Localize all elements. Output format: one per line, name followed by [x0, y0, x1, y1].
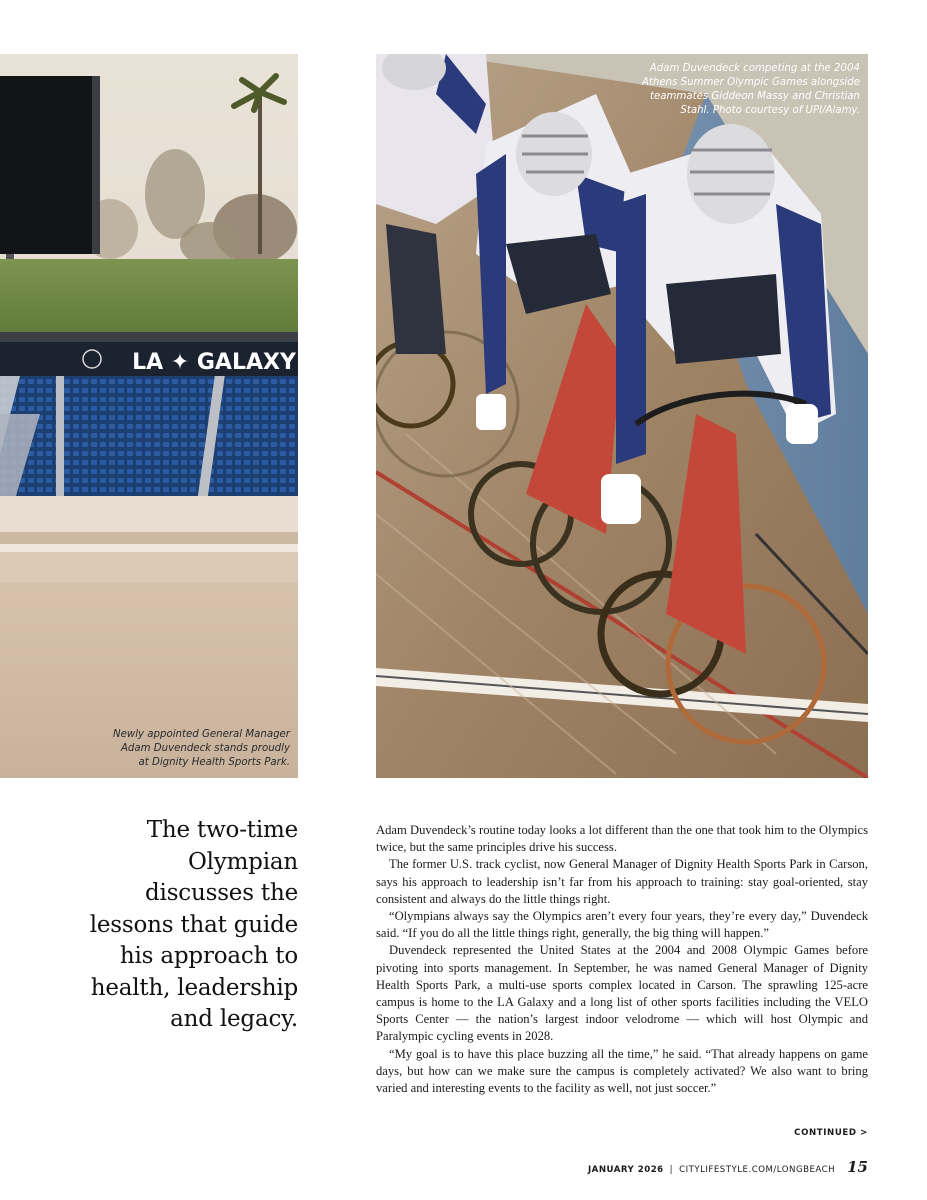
issue-date: JANUARY 2026 — [587, 1165, 664, 1175]
continued-link[interactable]: CONTINUED > — [794, 1128, 868, 1138]
galaxy-sign-text: LA ✦ GALAXY — [132, 350, 296, 375]
cyclists-photo — [376, 54, 868, 778]
footer-separator: | — [669, 1165, 674, 1175]
stadium-image — [0, 54, 298, 778]
article-paragraph: Duvendeck represented the United States at the 2004 and 2008 Olympic Games before pivoting into sports management. In September, he was named General Manager of Dignity Health Sports Park, a multi-use sports complex located in Carson. The sprawling 125-acre campus is home to the LA Galaxy and a long list of other sports facilities including the VELO Sports Center — the nation’s largest indoor velodrome — which will host Olympic and Paralympic cycling events in 2028. — [376, 943, 868, 1044]
article-body — [376, 822, 868, 1097]
stadium-seats — [0, 376, 298, 496]
page-number: 15 — [847, 1158, 868, 1176]
pull-quote: The two-time Olympian discusses the lessons that guide his approach to health, leadership and legacy. — [89, 817, 298, 1032]
page-footer — [588, 1158, 868, 1176]
cyclists-image — [376, 54, 868, 778]
site-url: CITYLIFESTYLE.COM/LONGBEACH — [679, 1165, 836, 1175]
article-paragraph: “My goal is to have this place buzzing all the time,” he said. “That already happens on game days, but how can we make sure the campus is completely activated? We also want to bring varied and interesting events to the facility as well, not just soccer.” — [376, 1046, 868, 1096]
article-paragraph: The former U.S. track cyclist, now General Manager of Dignity Health Sports Park in Carson, says his approach to leadership isn’t far from his approach to training: stay goal-oriented, stay consistent and always do the little things right. — [376, 857, 868, 906]
cyclists-photo-caption: Adam Duvendeck competing at the 2004 Athens Summer Olympic Games alongside teammates Giddeon Massy and Christian Stahl. Photo courtesy of UPI/Alamy. — [641, 63, 860, 116]
article-paragraph: Adam Duvendeck’s routine today looks a lot different than the one that took him to the Olympics twice, but the same principles drive his success. — [376, 823, 868, 855]
article-paragraph: “Olympians always say the Olympics aren’t every four years, they’re every day,” Duvendeck said. “If you do all the little things right, generally, the big thing will happen.” — [376, 909, 868, 941]
stadium-photo — [0, 54, 298, 778]
scoreboard — [0, 76, 92, 254]
stadium-photo-caption: Newly appointed General Manager Adam Duvendeck stands proudly at Dignity Health Sports Park. — [112, 729, 290, 768]
pitch — [0, 259, 298, 339]
